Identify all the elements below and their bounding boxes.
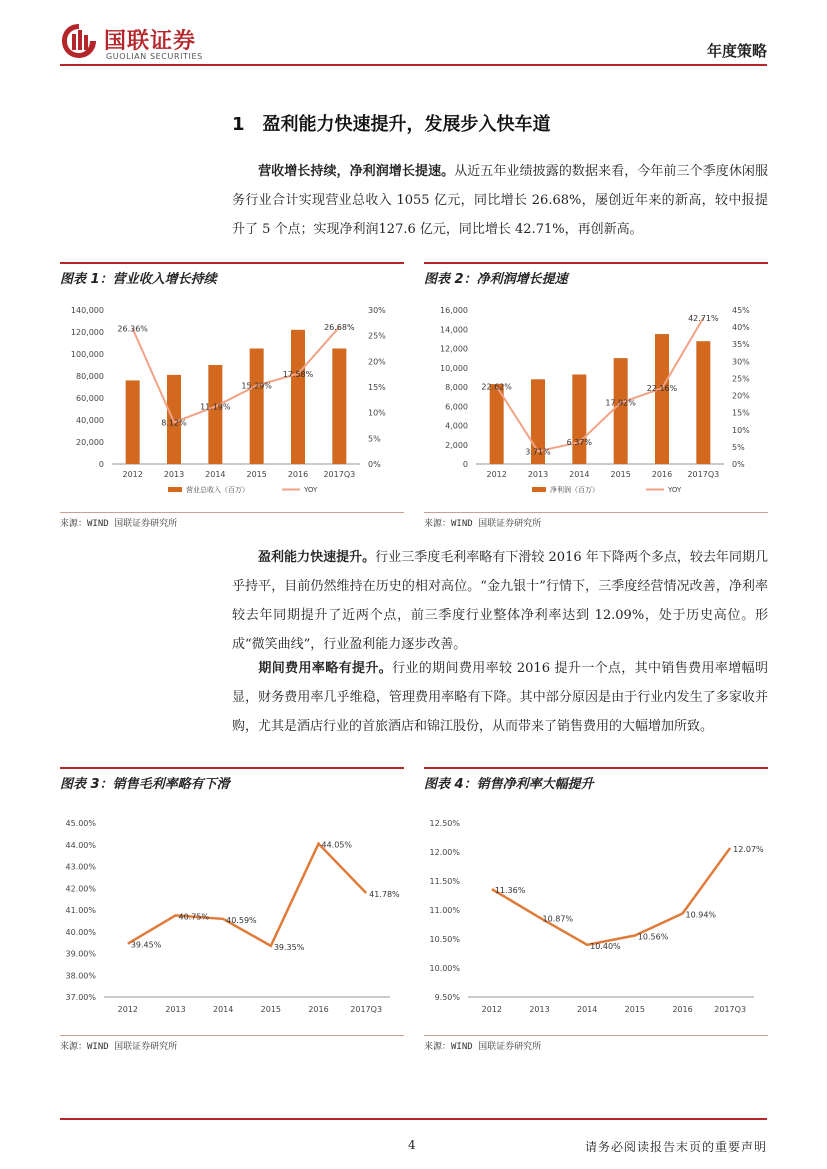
bar: [208, 365, 222, 464]
data-label: 39.35%: [273, 942, 305, 952]
left-axis-tick: 6,000: [445, 402, 468, 412]
left-axis-tick: 60,000: [76, 394, 104, 403]
bar: [332, 349, 346, 465]
data-label: 10.56%: [637, 932, 669, 942]
y-axis-tick: 10.00%: [429, 964, 460, 973]
paragraph-lead: 营收增长持续，净利润增长提速。: [258, 164, 455, 179]
y-axis-tick: 41.00%: [65, 906, 96, 915]
paragraph-body: 行业三季度毛利率略有下滑较 2016 年下降两个多点，较去年同期几乎持平，目前仍然维持在历史的相对高位。“金九银十”行情下，三季度经营情况改善，净利率较去年同期提升了近两个点，前三季度行业整体净利率达到 12.09%，处于历史高位。形成“微笑曲线”，行业盈利能力逐步改善。: [232, 550, 768, 652]
y-axis-tick: 37.00%: [65, 993, 96, 1002]
left-axis-tick: 8,000: [445, 383, 468, 392]
left-axis-tick: 14,000: [440, 325, 468, 335]
paragraph-lead: 盈利能力快速提升。: [258, 550, 376, 565]
y-axis-tick: 12.00%: [429, 848, 460, 857]
left-axis-tick: 80,000: [76, 372, 104, 381]
x-axis-tick: 2014: [205, 470, 226, 479]
paragraph-revenue: [232, 157, 768, 244]
data-label: 26.68%: [324, 323, 355, 333]
x-axis-tick: 2014: [576, 1005, 598, 1014]
bar: [572, 374, 586, 464]
x-axis-tick: 2016: [651, 470, 673, 479]
data-label: 22.62%: [481, 382, 512, 392]
data-label: 40.59%: [226, 915, 257, 925]
right-axis-tick: 45%: [732, 306, 750, 315]
x-axis-tick: 2017Q3: [714, 1005, 747, 1014]
x-axis-tick: 2013: [163, 470, 185, 479]
data-label: 11.19%: [200, 402, 231, 412]
x-axis-tick: 2013: [165, 1005, 186, 1014]
data-label: 22.16%: [646, 384, 678, 394]
x-axis-tick: 2014: [569, 470, 590, 479]
y-axis-tick: 12.50%: [429, 819, 460, 828]
bar: [614, 358, 628, 464]
x-axis-tick: 2012: [117, 1005, 139, 1014]
series-line: [492, 848, 730, 945]
paragraph-expenses: [232, 654, 768, 741]
bar: [250, 349, 264, 465]
y-axis-tick: 45.00%: [65, 819, 96, 828]
right-axis-tick: 10%: [368, 408, 386, 418]
page-number: 4: [408, 1138, 416, 1152]
left-axis-tick: 2,000: [445, 440, 468, 450]
y-axis-tick: 42.00%: [65, 884, 96, 894]
left-axis-tick: 120,000: [70, 328, 104, 337]
x-axis-tick: 2017Q3: [323, 470, 356, 479]
legend-swatch-bar: [168, 487, 182, 492]
data-label: 40.75%: [178, 912, 210, 922]
section-title: [232, 110, 551, 136]
right-axis-tick: 5%: [732, 442, 745, 452]
figure-source: 来源：WIND 国联证券研究所: [424, 1042, 542, 1052]
figure-source: 来源：WIND 国联证券研究所: [60, 519, 178, 529]
y-axis-tick: 43.00%: [65, 862, 96, 872]
x-axis-tick: 2015: [246, 470, 267, 479]
right-axis-tick: 20%: [732, 391, 750, 401]
right-axis-tick: 25%: [732, 374, 750, 384]
right-axis-tick: 35%: [732, 340, 750, 350]
report-type: 年度策略: [706, 42, 767, 60]
data-label: 15.29%: [241, 381, 272, 391]
data-label: 10.87%: [542, 914, 574, 924]
right-axis-tick: 5%: [368, 434, 381, 444]
figure-3: [60, 767, 404, 1052]
data-label: 26.36%: [117, 324, 148, 334]
y-axis-tick: 11.50%: [429, 877, 460, 886]
left-axis-tick: 20,000: [76, 438, 104, 447]
data-label: 10.94%: [685, 910, 717, 920]
footer-rule: [60, 1118, 767, 1120]
x-axis-tick: 2013: [527, 470, 549, 479]
net-profit-chart: [424, 288, 768, 508]
x-axis-tick: 2012: [481, 1005, 503, 1014]
data-label: 12.07%: [733, 844, 764, 854]
x-axis-tick: 2016: [672, 1005, 693, 1014]
left-axis-tick: 140,000: [70, 306, 104, 315]
y-axis-tick: 40.00%: [65, 927, 96, 937]
right-axis-tick: 0%: [732, 460, 745, 469]
figure-source: 来源：WIND 国联证券研究所: [424, 519, 542, 529]
figure-title: 图表 1：营业收入增长持续: [60, 262, 404, 288]
left-axis-tick: 100,000: [70, 350, 104, 359]
y-axis-tick: 9.50%: [434, 993, 460, 1002]
left-axis-tick: 0: [462, 460, 468, 469]
left-axis-tick: 4,000: [445, 421, 468, 431]
figure-title: 图表 3：销售毛利率略有下滑: [60, 767, 404, 793]
figure-4: [424, 767, 768, 1052]
series-line: [128, 844, 366, 946]
figure-title: 图表 2：净利润增长提速: [424, 262, 768, 288]
data-label: 3.71%: [525, 447, 551, 457]
data-label: 6.37%: [566, 438, 593, 448]
left-axis-tick: 0: [98, 460, 104, 469]
right-axis-tick: 25%: [368, 331, 386, 341]
right-axis-tick: 10%: [732, 425, 750, 435]
bar: [655, 334, 669, 464]
paragraph-body: 从近五年业绩披露的数据来看，今年前三个季度休闲服务行业合计实现营业总收入 1055 亿元，同比增长 26.68%，屡创近年来的新高，较中报提升了 5 个点；实现净利润127.6 亿元，同比增长 42.71%，再创新高。: [232, 164, 768, 237]
gross-margin-chart: [60, 793, 404, 1031]
x-axis-tick: 2012: [122, 470, 143, 479]
data-label: 44.05%: [321, 840, 353, 850]
net-margin-chart: [424, 793, 768, 1031]
legend-label: 营业总收入（百万）: [186, 486, 249, 494]
data-label: 8.12%: [161, 418, 187, 428]
right-axis-tick: 15%: [732, 408, 750, 418]
right-axis-tick: 30%: [732, 357, 750, 367]
x-axis-tick: 2015: [624, 1005, 646, 1014]
left-axis-tick: 16,000: [440, 306, 468, 315]
left-axis-tick: 10,000: [440, 363, 468, 373]
y-axis-tick: 11.00%: [429, 906, 460, 915]
header-rule: [60, 64, 767, 66]
y-axis-tick: 39.00%: [65, 949, 96, 959]
y-axis-tick: 44.00%: [65, 840, 96, 850]
x-axis-tick: 2015: [610, 470, 631, 479]
section-heading: 盈利能力快速提升，发展步入快车道: [262, 114, 551, 135]
bar: [126, 380, 140, 464]
right-axis-tick: 30%: [368, 306, 386, 315]
paragraph-profitability: [232, 543, 768, 659]
right-axis-tick: 40%: [732, 323, 750, 333]
data-label: 39.45%: [130, 940, 162, 950]
section-number: 1: [232, 114, 245, 135]
revenue-chart: [60, 288, 404, 508]
legend-label: 净利润（百万）: [550, 486, 599, 494]
data-label: 42.71%: [688, 313, 719, 323]
left-axis-tick: 12,000: [440, 344, 468, 354]
guolian-logo-icon: [60, 22, 98, 60]
left-axis-tick: 40,000: [76, 416, 104, 425]
bar: [291, 330, 305, 464]
paragraph-body: 行业的期间费用率较 2016 提升一个点，其中销售费用率增幅明显，财务费用率几乎维稳，管理费用率略有下降。其中部分原因是由于行业内发生了多家收并购，尤其是酒店行业的首旅酒店和锦江股份，从而带来了销售费用的大幅增加所致。: [232, 661, 768, 734]
x-axis-tick: 2016: [308, 1005, 329, 1014]
right-axis-tick: 20%: [368, 357, 386, 367]
x-axis-tick: 2017Q3: [350, 1005, 383, 1014]
data-label: 11.36%: [494, 886, 526, 896]
figure-1: [60, 262, 404, 529]
footer-disclaimer: 请务必阅读报告末页的重要声明: [584, 1140, 767, 1154]
legend-label: YOY: [304, 486, 318, 494]
figure-source: 来源：WIND 国联证券研究所: [60, 1042, 178, 1052]
bar: [696, 341, 710, 464]
right-axis-tick: 0%: [368, 460, 381, 469]
data-label: 10.40%: [590, 941, 621, 951]
data-label: 41.78%: [369, 890, 400, 900]
legend-swatch-bar: [532, 487, 546, 492]
data-label: 17.92%: [605, 398, 636, 408]
paragraph-lead: 期间费用率略有提升。: [258, 661, 393, 676]
right-axis-tick: 15%: [368, 383, 386, 392]
legend-label: YOY: [668, 486, 682, 494]
x-axis-tick: 2013: [529, 1005, 550, 1014]
x-axis-tick: 2017Q3: [687, 470, 720, 479]
x-axis-tick: 2014: [212, 1005, 234, 1014]
y-axis-tick: 10.50%: [429, 935, 460, 944]
x-axis-tick: 2015: [260, 1005, 282, 1014]
logo-subtext: GUOLIAN SECURITIES: [106, 52, 203, 61]
figure-title: 图表 4：销售净利率大幅提升: [424, 767, 768, 793]
x-axis-tick: 2016: [287, 470, 309, 479]
x-axis-tick: 2012: [486, 470, 507, 479]
data-label: 17.58%: [282, 369, 314, 379]
y-axis-tick: 38.00%: [65, 971, 96, 981]
figure-2: [424, 262, 768, 529]
logo-text: 国联证券: [104, 29, 197, 54]
